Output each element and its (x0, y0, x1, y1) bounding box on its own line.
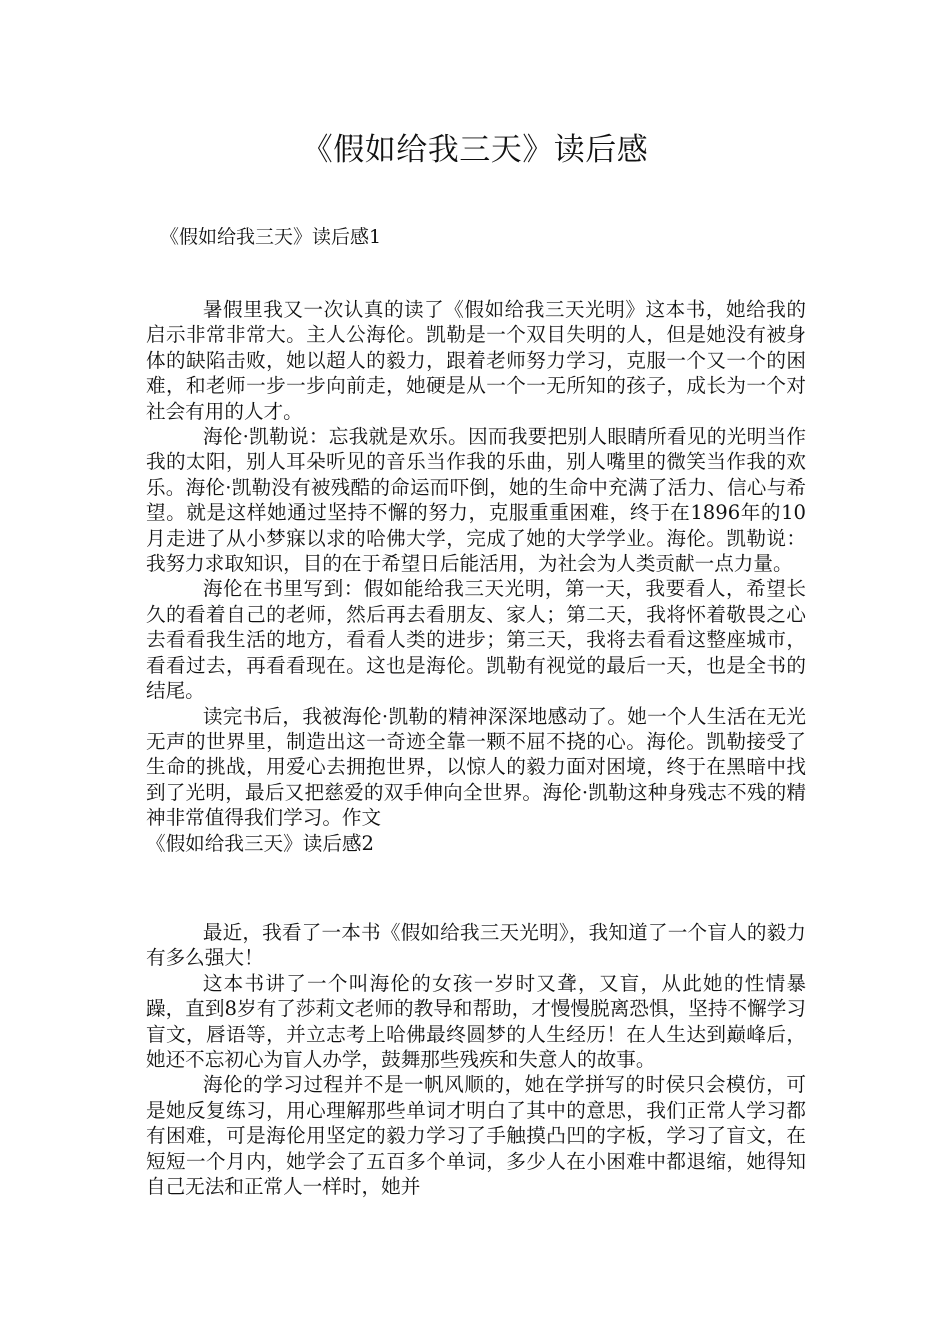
paragraph: 读完书后，我被海伦·凯勒的精神深深地感动了。她一个人生活在无光无声的世界里，制造出这一奇迹全靠一颗不屈不挠的心。海伦。凯勒接受了生命的挑战，用爱心去拥抱世界，以惊人的毅力面对困境，终于在黑暗中找到了光明，最后又把慈爱的双手伸向全世界。海伦·凯勒这种身残志不残的精神非常值得我们学习。作文 (146, 704, 806, 830)
paragraph: 最近，我看了一本书《假如给我三天光明》，我知道了一个盲人的毅力有多么强大！ (146, 921, 806, 970)
document-title: 《假如给我三天》读后感 (301, 132, 649, 168)
section-2-body (146, 920, 806, 1199)
section-heading-1: 《假如给我三天》读后感1 (160, 226, 382, 248)
paragraph: 暑假里我又一次认真的读了《假如给我三天光明》这本书，她给我的启示非常非常大。主人公海伦。凯勒是一个双目失明的人，但是她没有被身体的缺陷击败，她以超人的毅力，跟着老师努力学习，克服一个又一个的困难，和老师一步一步向前走，她硬是从一个一无所知的孩子，成长为一个对社会有用的人才。 (146, 298, 806, 423)
section-1-body (146, 297, 806, 856)
paragraph: 这本书讲了一个叫海伦的女孩一岁时又聋，又盲，从此她的性情暴躁，直到8岁有了莎莉文老师的教导和帮助，才慢慢脱离恐惧，坚持不懈学习盲文，唇语等，并立志考上哈佛最终圆梦的人生经历！在人生达到巅峰后，她还不忘初心为盲人办学，鼓舞那些残疾和失意人的故事。 (146, 971, 806, 1072)
paragraph: 海伦·凯勒说：忘我就是欢乐。因而我要把别人眼睛所看见的光明当作我的太阳，别人耳朵听见的音乐当作我的乐曲，别人嘴里的微笑当作我的欢乐。海伦·凯勒没有被残酷的命运而吓倒，她的生命中充满了活力、信心与希望。就是这样她通过坚持不懈的努力，克服重重困难，终于在1896年的10月走进了从小梦寐以求的哈佛大学，完成了她的大学学业。海伦。凯勒说：我努力求取知识，目的在于希望日后能活用，为社会为人类贡献一点力量。 (146, 425, 806, 576)
paragraph: 海伦在书里写到：假如能给我三天光明，第一天，我要看人，希望长久的看着自己的老师，然后再去看朋友、家人；第二天，我将怀着敬畏之心去看看我生活的地方，看看人类的进步；第三天，我将去看看这整座城市，看看过去，再看看现在。这也是海伦。凯勒有视觉的最后一天，也是全书的结尾。 (146, 577, 806, 703)
section-heading-2: 《假如给我三天》读后感2 (146, 831, 374, 855)
paragraph: 海伦的学习过程并不是一帆风顺的，她在学拼写的时侯只会模仿，可是她反复练习，用心理解那些单词才明白了其中的意思，我们正常人学习都有困难，可是海伦用坚定的毅力学习了手触摸凸凹的字板，学习了盲文，在短短一个月内，她学会了五百多个单词，多少人在小困难中都退缩，她得知自己无法和正常人一样时，她并 (146, 1073, 806, 1199)
